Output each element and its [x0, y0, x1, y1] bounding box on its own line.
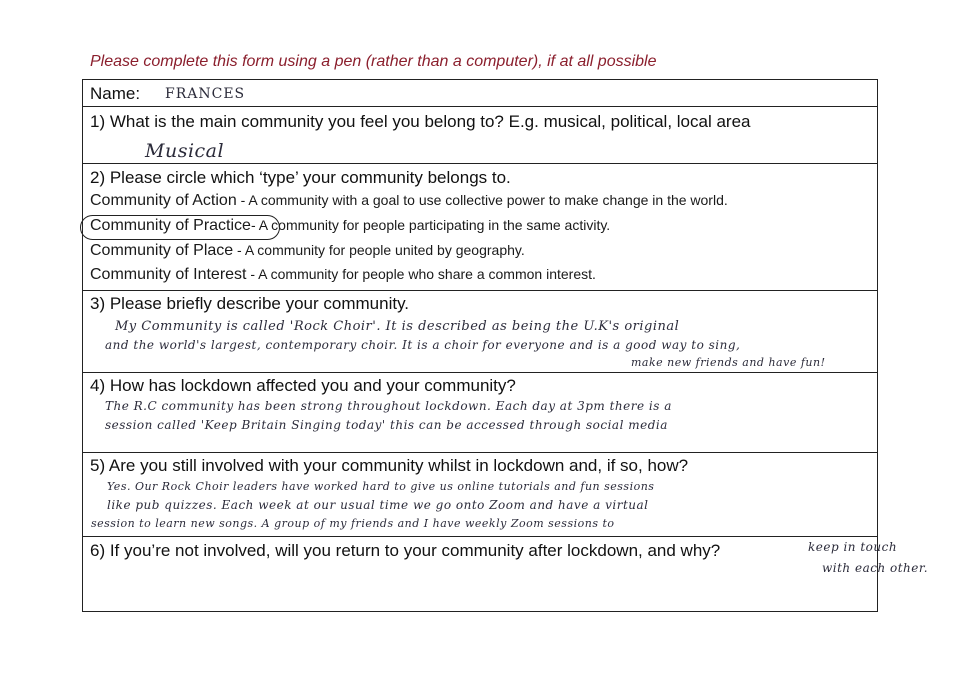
- question-1-answer[interactable]: Musical: [145, 140, 225, 162]
- question-5-label: 5) Are you still involved with your community whilst in lockdown and, if so, how?: [90, 456, 689, 475]
- question-5-answer-overflow-2[interactable]: with each other.: [822, 561, 929, 575]
- question-1-row: [83, 107, 877, 164]
- question-5-answer-overflow-1[interactable]: keep in touch: [808, 540, 898, 554]
- question-5-answer-line-3[interactable]: session to learn new songs. A group of my friends and I have weekly Zoom sessions to: [91, 517, 615, 530]
- question-3-answer-line-1[interactable]: My Community is called 'Rock Choir'. It is described as being the U.K's original: [115, 319, 680, 334]
- question-5-answer-line-2[interactable]: like pub quizzes. Each week at our usual time we go onto Zoom and have a virtual: [107, 498, 649, 512]
- question-3-answer-line-3[interactable]: make new friends and have fun!: [631, 356, 826, 369]
- option-title: Community of Practice: [90, 217, 251, 234]
- question-1-label: 1) What is the main community you feel you belong to? E.g. musical, political, local area: [90, 112, 751, 131]
- option-desc: - A community for people who share a common interest.: [246, 266, 596, 282]
- option-community-of-place[interactable]: [90, 242, 525, 260]
- question-6-label: 6) If you’re not involved, will you return to your community after lockdown, and why?: [90, 541, 721, 560]
- option-title: Community of Interest: [90, 266, 247, 283]
- option-desc: - A community with a goal to use collective power to make change in the world.: [236, 192, 728, 208]
- option-community-of-action[interactable]: [90, 192, 728, 210]
- selection-circle: [80, 215, 280, 240]
- option-community-of-interest[interactable]: [90, 266, 596, 284]
- question-2-label: 2) Please circle which ‘type’ your community belongs to.: [90, 168, 511, 187]
- question-4-label: 4) How has lockdown affected you and your community?: [90, 376, 516, 395]
- question-4-answer-line-1[interactable]: The R.C community has been strong throughout lockdown. Each day at 3pm there is a: [105, 399, 672, 413]
- question-3-answer-line-2[interactable]: and the world's largest, contemporary choir. It is a choir for everyone and is a good way to sing,: [105, 338, 741, 352]
- question-3-row: [83, 291, 877, 373]
- question-4-row: [83, 373, 877, 453]
- option-title: Community of Place: [90, 242, 234, 259]
- question-3-label: 3) Please briefly describe your community.: [90, 294, 410, 313]
- name-answer[interactable]: FRANCES: [165, 86, 246, 102]
- question-6-row: [83, 537, 877, 613]
- instruction-text: Please complete this form using a pen (rather than a computer), if at all possible: [90, 53, 657, 70]
- option-desc: - A community for people united by geography.: [233, 242, 525, 258]
- question-5-row: [83, 453, 877, 537]
- option-desc: - A community for people participating in the same activity.: [250, 217, 611, 233]
- name-label: Name:: [90, 84, 141, 103]
- questionnaire-form: [82, 79, 878, 612]
- question-4-answer-line-2[interactable]: session called 'Keep Britain Singing today' this can be accessed through social media: [105, 418, 668, 432]
- option-title: Community of Action: [90, 192, 237, 209]
- name-row: [83, 80, 877, 107]
- question-5-answer-line-1[interactable]: Yes. Our Rock Choir leaders have worked hard to give us online tutorials and fun sessions: [107, 480, 655, 493]
